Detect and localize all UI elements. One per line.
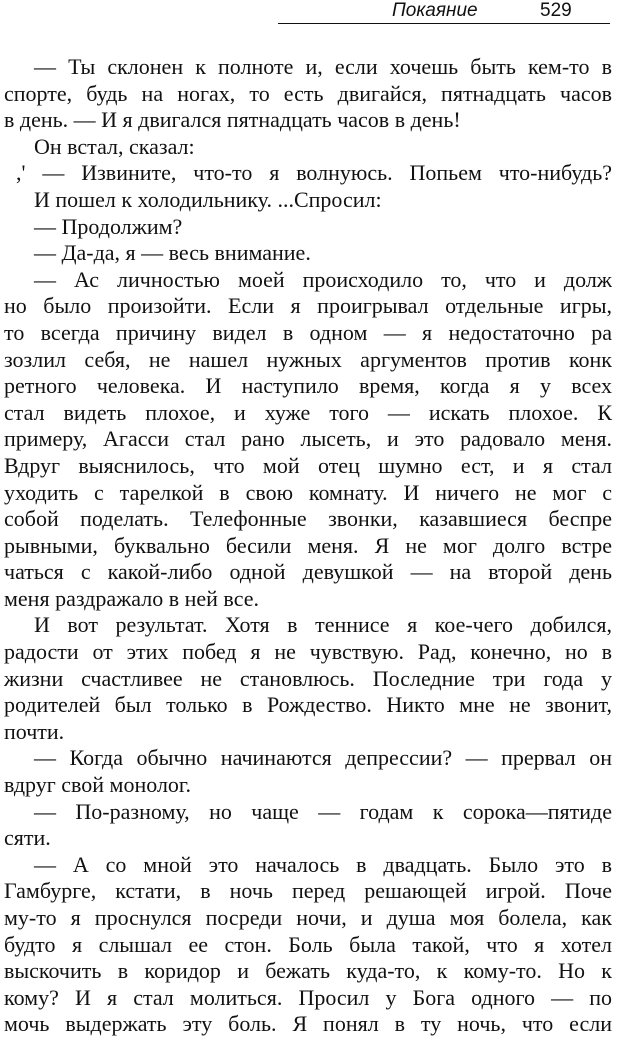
text-line: рывными, буквально бесили меня. Я не мог долго встре bbox=[4, 532, 612, 558]
text-line: — По-разному, но чаще — годам к сорока—пятиде bbox=[34, 798, 612, 824]
text-line: будто я слышал ее стон. Боль была такой, что я хотел bbox=[4, 931, 612, 957]
text-line: собой поделать. Телефонные звонки, казавшиеся беспре bbox=[4, 506, 612, 532]
text-line: но было произойти. Если я проигрывал отдельные игры, bbox=[4, 293, 612, 319]
running-header bbox=[0, 0, 620, 26]
text-line: родителей был только в Рождество. Никто мне не звонит, bbox=[4, 692, 612, 718]
text-line: мочь выдержать эту боль. Я понял в ту ночь, что если bbox=[4, 1011, 612, 1037]
text-line: И вот результат. Хотя в теннисе я кое-чего добился, bbox=[34, 612, 612, 638]
text-line: Он встал, сказал: bbox=[34, 133, 195, 159]
text-line: почти. bbox=[4, 718, 65, 744]
text-line: радости от этих побед я не чувствую. Рад, конечно, но в bbox=[4, 639, 612, 665]
text-line: то всегда причину видел в одном — я недостаточно ра bbox=[4, 319, 612, 345]
text-line: в день. — И я двигался пятнадцать часов в день! bbox=[4, 107, 461, 133]
text-line: — Продолжим? bbox=[34, 213, 183, 239]
text-line: меня раздражало в ней все. bbox=[4, 585, 259, 611]
text-line: — А со мной это началось в двадцать. Было это в bbox=[34, 851, 612, 877]
text-line: примеру, Агасси стал рано лысеть, и это радовало меня. bbox=[4, 426, 612, 452]
text-line: И пошел к холодильнику. ...Спросил: bbox=[34, 186, 382, 212]
text-line: спорте, будь на ногах, то есть двигайся, пятнадцать часов bbox=[4, 80, 612, 106]
text-line: Гамбурге, кстати, в ночь перед решающей игрой. Поче bbox=[4, 878, 612, 904]
text-line: — Да-да, я — весь внимание. bbox=[34, 240, 311, 266]
text-line: ретного человека. И наступило время, когда я у всех bbox=[4, 373, 612, 399]
text-line: ,' — Извините, что-то я волнуюсь. Попьем что-нибудь? bbox=[16, 160, 612, 186]
text-line: уходить с тарелкой в свою комнату. И ничего не мог с bbox=[4, 479, 612, 505]
text-line: жизни счастливее не становлюсь. Последние три года у bbox=[4, 665, 612, 691]
text-line: зозлил себя, не нашел нужных аргументов против конк bbox=[4, 346, 612, 372]
text-line: — Ас личностью моей происходило то, что и долж bbox=[34, 266, 612, 292]
running-header-title: Покаяние bbox=[392, 0, 478, 21]
text-line: сяти. bbox=[4, 825, 51, 851]
text-line: выскочить в коридор и бежать куда-то, к кому-то. Но к bbox=[4, 958, 612, 984]
body-text bbox=[0, 54, 620, 1038]
text-line: стал видеть плохое, и хуже того — искать плохое. К bbox=[4, 399, 612, 425]
text-line: му-то я проснулся посреди ночи, и душа моя болела, как bbox=[4, 905, 612, 930]
text-line: вдруг свой монолог. bbox=[4, 772, 191, 798]
header-rule bbox=[278, 23, 610, 24]
text-line: — Ты склонен к полноте и, если хочешь быть кем-то в bbox=[34, 54, 612, 79]
text-line: чаться с какой-либо одной девушкой — на второй день bbox=[4, 559, 612, 585]
text-line: — Когда обычно начинаются депрессии? — прервал он bbox=[34, 745, 612, 771]
text-line: кому? И я стал молиться. Просил у Бога одного — по bbox=[4, 984, 612, 1010]
text-line: Вдруг выяснилось, что мой отец шумно ест, и я стал bbox=[4, 452, 612, 478]
page-number: 529 bbox=[540, 0, 572, 21]
